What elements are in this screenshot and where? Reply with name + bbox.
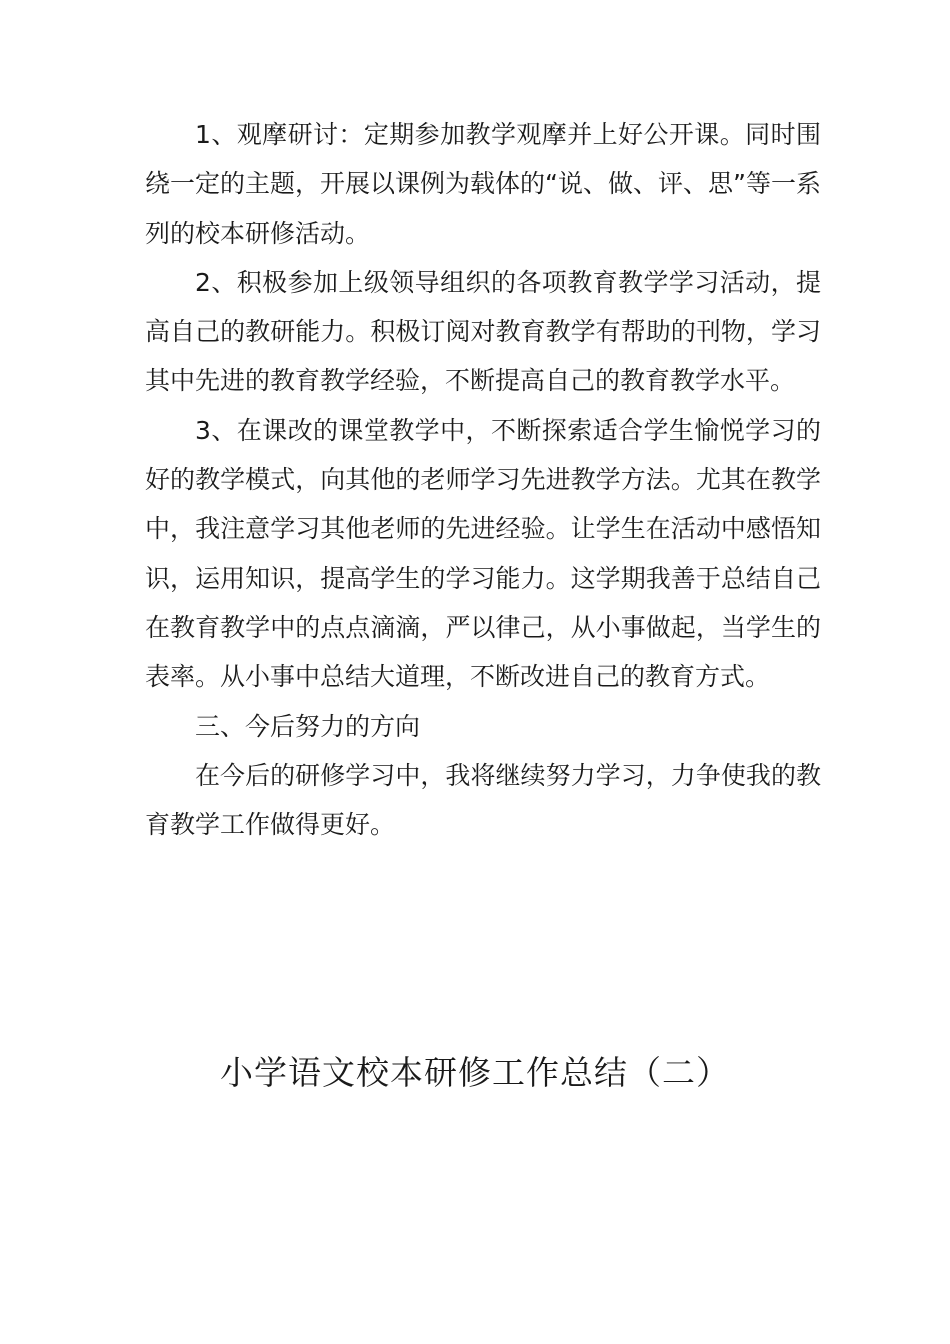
paragraph-classroom-teaching: 3、在课改的课堂教学中，不断探索适合学生愉悦学习的好的教学模式，向其他的老师学习先进教学方法。尤其在教学中，我注意学习其他老师的先进经验。让学生在活动中感悟知识，运用知识，提高学生的学习能力。这学期我善于总结自己在教育教学中的点点滴滴，严以律己，从小事做起，当学生的表率。从小事中总结大道理，不断改进自己的教育方式。 <box>145 415 821 692</box>
section-title: 小学语文校本研修工作总结（二） <box>220 1053 730 1092</box>
section-heading-future-direction: 三、今后努力的方向 <box>195 711 421 741</box>
paragraph-learning-activities: 2、积极参加上级领导组织的各项教育教学学习活动，提高自己的教研能力。积极订阅对教育教学有帮助的刊物，学习其中先进的教育教学经验，不断提高自己的教育教学水平。 <box>145 267 821 396</box>
document-body <box>145 110 821 849</box>
paragraph-future-plan: 在今后的研修学习中，我将继续努力学习，力争使我的教育教学工作做得更好。 <box>145 760 821 840</box>
paragraph-observation-research: 1、观摩研讨：定期参加教学观摩并上好公开课。同时围绕一定的主题，开展以课例为载体的“说、做、评、思”等一系列的校本研修活动。 <box>145 120 821 248</box>
